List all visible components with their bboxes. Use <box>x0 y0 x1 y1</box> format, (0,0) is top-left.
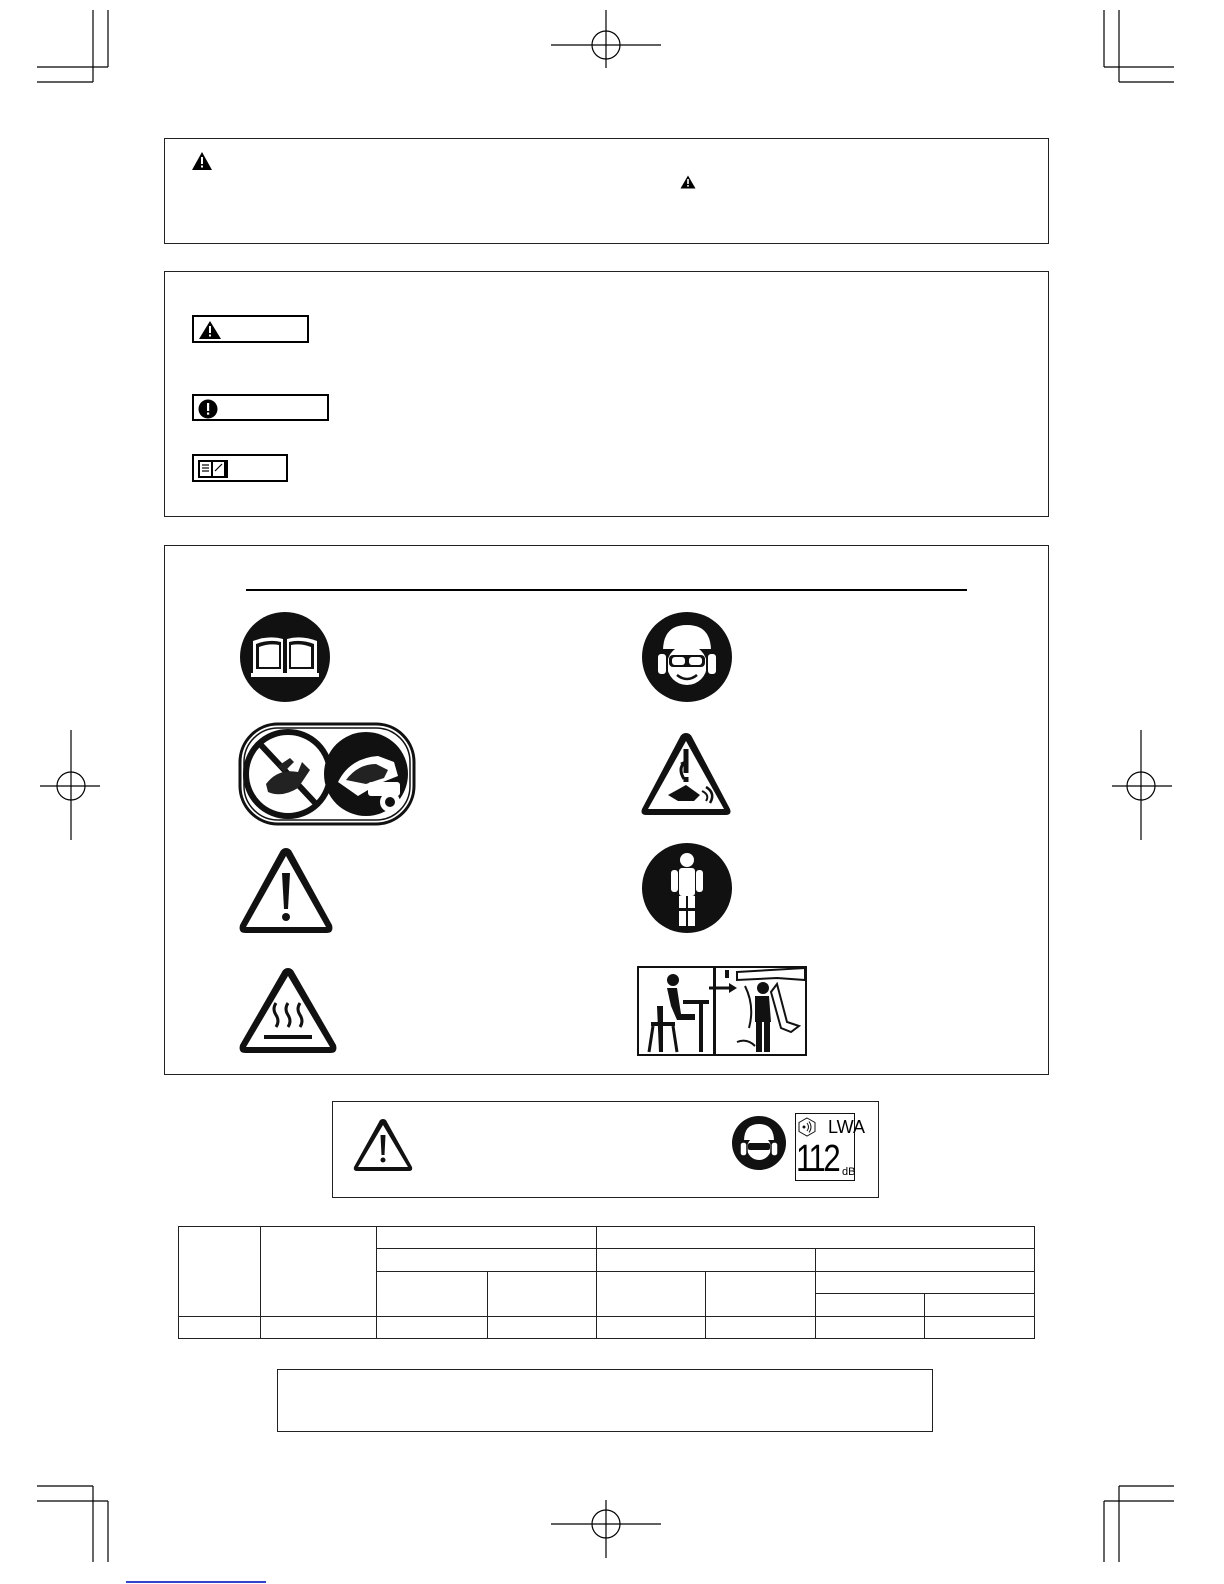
warning-triangle-icon <box>352 1117 414 1173</box>
table-cell <box>488 1316 597 1338</box>
kickback-warning-icon <box>638 729 734 819</box>
table-cell <box>597 1316 706 1338</box>
hearing-protection-icon <box>731 1115 787 1171</box>
warning-triangle-icon <box>198 320 222 340</box>
table-cell <box>377 1316 488 1338</box>
sound-symbol: LWA <box>828 1117 866 1137</box>
table-header-cell <box>488 1271 597 1316</box>
exclamation-circle-icon <box>198 399 218 419</box>
hot-surface-icon <box>236 965 340 1057</box>
important-label <box>192 394 329 421</box>
table-header-cell <box>597 1227 1035 1249</box>
title-underline <box>246 589 967 591</box>
signal-word-legend-box <box>164 271 1049 517</box>
protective-clothing-icon <box>641 842 733 934</box>
general-warning-icon <box>236 845 336 937</box>
table-cell <box>261 1316 377 1338</box>
bottom-link-underline <box>126 1581 266 1583</box>
note-label <box>192 454 288 482</box>
table-cell <box>261 1227 377 1317</box>
table-cell <box>816 1316 925 1338</box>
table-header-cell <box>925 1294 1035 1316</box>
table-cell <box>925 1316 1035 1338</box>
training-required-icon <box>637 966 807 1056</box>
specification-table <box>178 1226 1035 1339</box>
sound-power-unit: dB <box>842 1166 856 1178</box>
warning-notice-box <box>164 138 1049 244</box>
table-header-cell <box>706 1271 816 1316</box>
safety-symbols-box <box>164 545 1049 1075</box>
sound-power-level-label <box>795 1113 866 1181</box>
table-header-cell <box>377 1227 597 1249</box>
table-header-cell <box>816 1249 1035 1271</box>
table-header-cell <box>816 1294 925 1316</box>
table-header-cell <box>597 1249 816 1271</box>
warning-triangle-icon <box>680 175 696 189</box>
table-header-cell <box>816 1271 1035 1293</box>
table-cell <box>179 1227 261 1317</box>
head-eye-ear-protection-icon <box>641 611 733 703</box>
book-pencil-icon <box>197 458 229 480</box>
warning-label <box>192 315 309 343</box>
table-header-cell <box>597 1271 706 1316</box>
two-hand-operation-icon <box>238 722 416 826</box>
sound-power-level-icon <box>798 1117 816 1137</box>
note-box <box>277 1369 933 1432</box>
table-header-cell <box>377 1271 488 1316</box>
table-cell <box>706 1316 816 1338</box>
table-cell <box>179 1316 261 1338</box>
warning-triangle-icon <box>191 151 213 171</box>
table-row <box>179 1316 1035 1338</box>
noise-warning-box <box>332 1101 879 1198</box>
read-manual-icon <box>239 611 331 703</box>
table-header-cell <box>377 1249 597 1271</box>
sound-power-value: 112 <box>796 1138 839 1180</box>
